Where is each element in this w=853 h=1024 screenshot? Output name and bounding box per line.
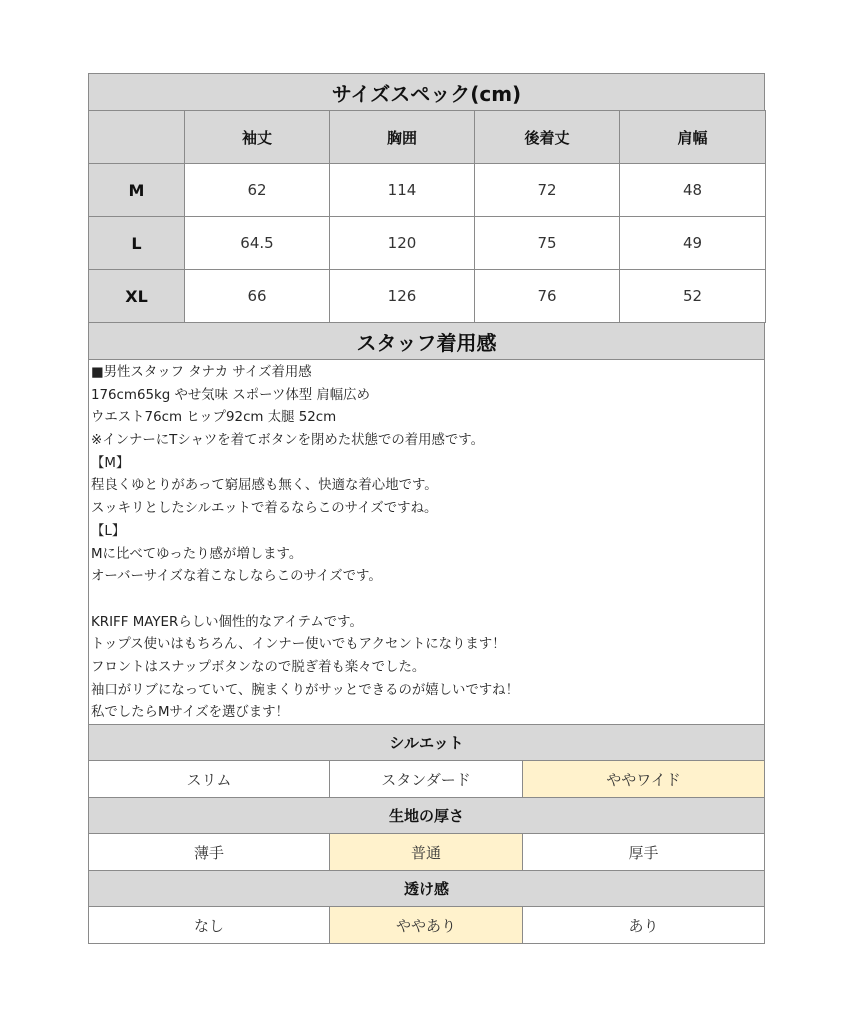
note-line: 袖口がリブになっていて、腕まくりがサッとできるのが嬉しいですね！ [91,682,519,698]
silhouette-title: シルエット [88,724,765,761]
sheerness-option-sheer: あり [628,916,659,935]
table-cell: 76 [475,270,620,323]
table-row [89,217,766,270]
staff-review-notes [88,359,765,725]
note-line: フロントはスナップボタンなので脱ぎ着も楽々でした。 [91,659,426,675]
table-cell: 62 [185,164,330,217]
table-cell: 66 [185,270,330,323]
size-guide-sheet [88,73,765,944]
size-spec-header-row [89,111,766,164]
note-line: オーバーサイズな着こなしならこのサイズです。 [91,569,382,585]
column-header: 胸囲 [330,111,475,164]
table-cell: 126 [330,270,475,323]
table-cell: 72 [475,164,620,217]
note-line: トップス使いはもちろん、インナー使いでもアクセントになります！ [91,637,506,653]
silhouette-option-slim: スリム [89,761,330,797]
thickness-option-thick: 厚手 [628,843,659,862]
thickness-option-normal: 普通 [330,834,523,870]
note-line: KRIFF MAYERらしい個性的なアイテムです。 [91,614,363,630]
table-cell: 120 [330,217,475,270]
column-header: 後着丈 [475,111,620,164]
note-line: 【L】 [91,523,126,539]
size-label: XL [89,270,185,323]
table-cell: 64.5 [185,217,330,270]
table-cell: 48 [620,164,766,217]
corner-cell [89,111,185,164]
sheerness-title: 透け感 [88,870,765,907]
note-line: 176cm65kg やせ気味 スポーツ体型 肩幅広め [91,387,370,403]
table-cell: 75 [475,217,620,270]
table-row [89,270,766,323]
silhouette-option-slightly-wide: ややワイド [523,761,764,797]
table-cell: 114 [330,164,475,217]
silhouette-option-standard: スタンダード [330,761,523,797]
table-cell: 52 [620,270,766,323]
note-line: ※インナーにTシャツを着てボタンを閉めた状態での着用感です。 [91,433,484,449]
table-cell: 49 [620,217,766,270]
fabric-thickness-title: 生地の厚さ [88,797,765,834]
sheerness-option-slight: ややあり [330,907,523,943]
size-label: L [89,217,185,270]
note-line-blank [91,589,764,612]
note-line: 【M】 [91,455,130,471]
note-line: ■男性スタッフ タナカ サイズ着用感 [91,365,312,380]
note-line: スッキリとしたシルエットで着るならこのサイズですね。 [91,501,438,517]
size-spec-title: サイズスペック(cm) [88,73,765,111]
size-label: M [89,164,185,217]
column-header: 袖丈 [185,111,330,164]
table-row [89,164,766,217]
note-line: Mに比べてゆったり感が増します。 [91,546,303,562]
sheerness-scale [88,906,765,944]
silhouette-scale [88,760,765,798]
note-line: 私でしたらMサイズを選びます！ [91,705,289,721]
note-line: ウエスト76cm ヒップ92cm 太腿 52cm [91,410,337,426]
sheerness-option-none: なし [89,907,330,943]
note-line: 程良くゆとりがあって窮屈感も無く、快適な着心地です。 [91,478,438,494]
fabric-thickness-scale [88,833,765,871]
size-spec-table [88,110,766,323]
column-header: 肩幅 [620,111,766,164]
staff-review-title: スタッフ着用感 [88,322,765,360]
thickness-option-thin: 薄手 [89,834,330,870]
